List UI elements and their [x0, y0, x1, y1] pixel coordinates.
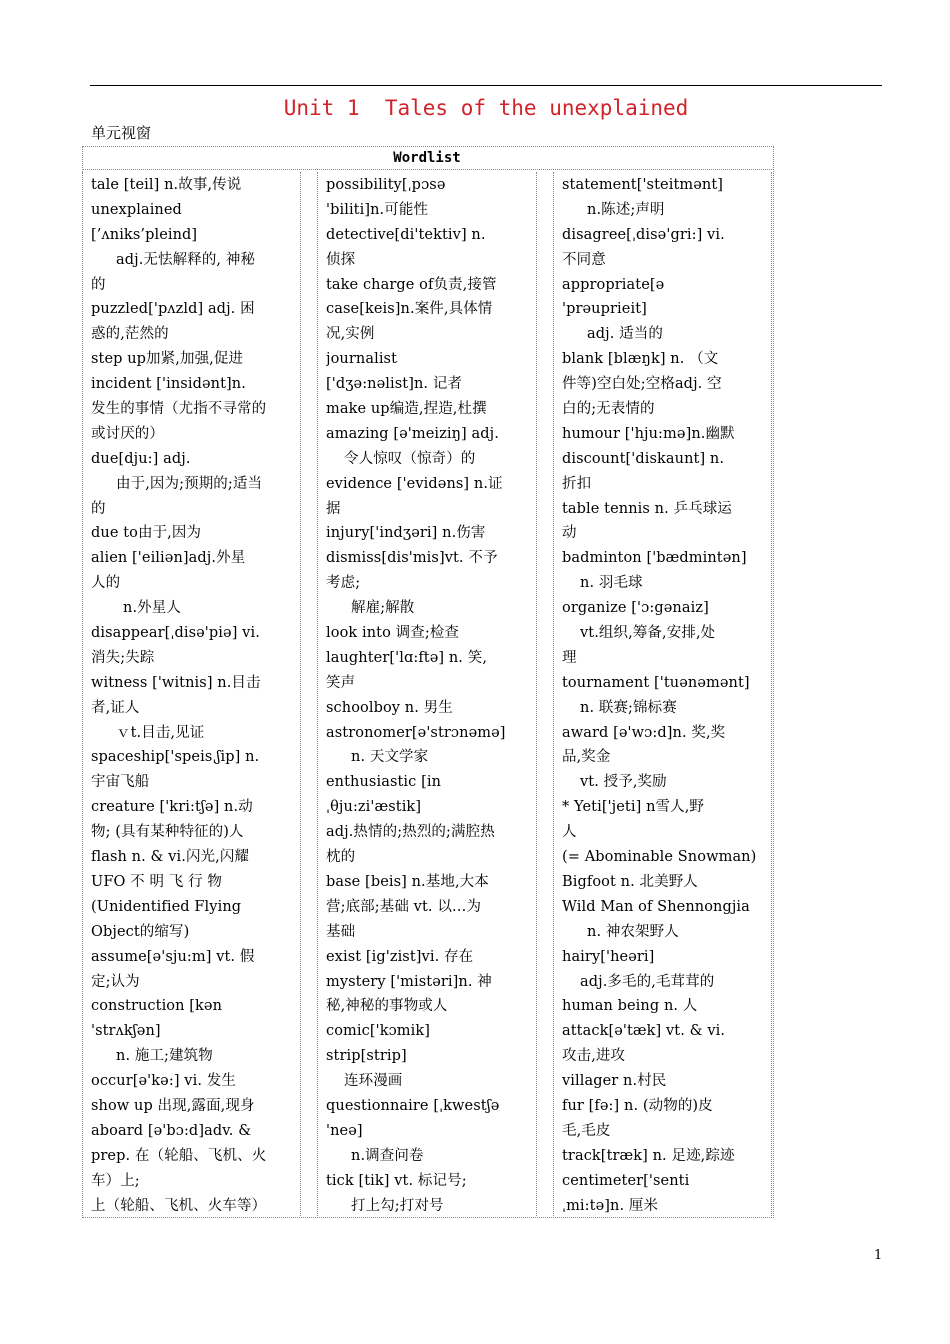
wordlist-line: journalist: [326, 351, 398, 368]
wordlist-line: laughter['lɑ:ftə] n. 笑,: [326, 649, 488, 666]
wordlist-line: 品,奖金: [562, 749, 611, 766]
wordlist-line: 枕的: [326, 849, 356, 866]
wordlist-line: 人的: [91, 575, 121, 592]
wordlist-line: 攻击,进攻: [562, 1048, 626, 1065]
wordlist-line: 不同意: [562, 251, 606, 268]
wordlist-line: 'neə]: [326, 1122, 363, 1139]
wordlist-line: Object的缩写): [91, 923, 190, 940]
wordlist-line: ['dʒə:nəlist]n. 记者: [326, 376, 463, 393]
wordlist-line: centimeter['senti: [562, 1172, 690, 1189]
wordlist-line: 消失;失踪: [91, 649, 155, 666]
wordlist-line: attack[ə'tæk] vt. & vi.: [562, 1023, 726, 1040]
wordlist-line: case[keis]n.案件,具体情: [326, 301, 493, 318]
wordlist-line: award [ə'wɔ:d]n. 奖,奖: [562, 724, 726, 741]
wordlist-line: questionnaire [ˌkwestʃə: [326, 1097, 500, 1114]
wordlist-line: 发生的事情（尤指不寻常的: [91, 401, 267, 418]
wordlist-line: amazing [ə'meiziŋ] adj.: [326, 425, 499, 442]
wordlist-line: construction [kən: [91, 998, 223, 1015]
top-rule: [90, 85, 882, 86]
wordlist-line: Bigfoot n. 北美野人: [562, 873, 698, 890]
wordlist-line: due[dju:] adj.: [91, 450, 191, 467]
wordlist-line: 'biliti]n.可能性: [326, 201, 429, 218]
wordlist-line: 白的;无表情的: [562, 401, 655, 418]
wordlist-line: ｖt.目击,见证: [116, 724, 205, 741]
wordlist-line: blank [blæŋk] n. （文: [562, 351, 719, 368]
wordlist-line: possibility[ˌpɔsə: [326, 177, 446, 193]
wordlist-line: 车）上;: [91, 1172, 140, 1189]
wordlist-column-3: [553, 172, 772, 1216]
wordlist-line: n. 天文学家: [351, 749, 429, 766]
wordlist-line: Wild Man of Shennongjia: [562, 898, 750, 915]
wordlist-line: tale [teil] n.故事,传说: [91, 177, 242, 193]
wordlist-line: adj.热情的;热烈的;满腔热: [326, 824, 495, 841]
wordlist-line: flash n. & vi.闪光,闪耀: [91, 849, 250, 866]
wordlist-column-1: [82, 172, 301, 1216]
wordlist-line: 基础: [326, 923, 356, 940]
wordlist-line: astronomer[ə'strɔnəmə]: [326, 724, 506, 741]
wordlist-line: 考虑;: [326, 575, 361, 592]
wordlist-line: 毛,毛皮: [562, 1122, 611, 1139]
wordlist-line: assume[ə'sju:m] vt. 假: [91, 948, 255, 965]
wordlist-line: 笑声: [326, 674, 356, 691]
wordlist-line: 或讨厌的）: [91, 425, 164, 442]
wordlist-line: schoolboy n. 男生: [326, 699, 453, 716]
wordlist-line: ˌθju:zi'æstik]: [326, 799, 422, 816]
wordlist-line: dismiss[dis'mis]vt. 不予: [326, 550, 498, 567]
wordlist-line: 解雇;解散: [351, 600, 415, 617]
wordlist-line: 连环漫画: [344, 1073, 403, 1090]
wordlist-line: 秘,神秘的事物或人: [326, 998, 448, 1015]
wordlist-line: alien ['eiliən]adj.外星: [91, 550, 246, 567]
wordlist-line: fur [fə:] n. (动物的)皮: [562, 1097, 713, 1114]
wordlist-line: badminton ['bædmintən]: [562, 550, 747, 567]
wordlist-line: 的: [91, 500, 106, 517]
wordlist-line: 营;底部;基础 vt. 以…为: [326, 898, 482, 915]
wordlist-line: n. 联赛;锦标赛: [580, 699, 677, 716]
wordlist-line: n. 羽毛球: [580, 575, 643, 592]
wordlist-line: base [beis] n.基地,大本: [326, 873, 489, 890]
page-number: 1: [874, 1248, 883, 1263]
wordlist-line: comic['kɔmik]: [326, 1023, 431, 1040]
wordlist-line: n.陈述;声明: [587, 201, 665, 218]
wordlist-line: evidence ['evidəns] n.证: [326, 475, 503, 492]
wordlist-line: 动: [562, 525, 577, 542]
wordlist-line: step up加紧,加强,促进: [91, 351, 244, 368]
wordlist-line: discount['diskaunt] n.: [562, 450, 725, 467]
wordlist-line: strip[strip]: [326, 1048, 407, 1065]
wordlist-line: 由于,因为;预期的;适当: [116, 475, 263, 492]
wordlist-line: n. 神农架野人: [587, 923, 679, 940]
wordlist-line: n. 施工;建筑物: [116, 1048, 213, 1065]
wordlist-line: creature ['kri:tʃə] n.动: [91, 799, 253, 816]
wordlist-line: 上（轮船、飞机、火车等）: [91, 1197, 267, 1214]
wordlist-line: disagree[ˌdisə'gri:] vi.: [562, 226, 725, 243]
wordlist-line: 人: [562, 824, 577, 841]
wordlist-line: n.调查问卷: [351, 1147, 424, 1164]
wordlist-line: 折扣: [562, 475, 592, 492]
wordlist-line: detective[di'tektiv] n.: [326, 226, 486, 243]
wordlist-line: due to由于,因为: [91, 525, 202, 542]
wordlist-line: human being n. 人: [562, 998, 698, 1015]
wordlist-line: witness ['witnis] n.目击: [91, 674, 261, 691]
wordlist-line: vt.组织,筹备,安排,处: [580, 625, 716, 642]
wordlist-line: 理: [562, 649, 577, 666]
wordlist-line: 宇宙飞船: [91, 774, 150, 791]
wordlist-line: take charge of负责,接管: [326, 276, 497, 293]
wordlist-line: exist [ig'zist]vi. 存在: [326, 948, 474, 965]
wordlist-line: 打上勾;打对号: [351, 1197, 444, 1214]
wordlist-line: * Yeti['jeti] n雪人,野: [562, 799, 705, 816]
wordlist-line: tick [tik] vt. 标记号;: [326, 1172, 467, 1189]
wordlist-line: puzzled['pʌzld] adj. 困: [91, 301, 255, 318]
wordlist-line: hairy['heəri]: [562, 948, 655, 965]
wordlist-line: unexplained: [91, 201, 182, 218]
wordlist-line: table tennis n. 乒乓球运: [562, 500, 732, 517]
wordlist-line: look into 调查;检查: [326, 625, 460, 642]
wordlist-line: organize ['ɔ:gənaiz]: [562, 600, 709, 617]
wordlist-line: disappear[ˌdisə'piə] vi.: [91, 625, 260, 642]
wordlist-line: 者,证人: [91, 699, 140, 716]
wordlist-line: 'strʌkʃən]: [91, 1023, 161, 1040]
wordlist-line: 况,实例: [326, 326, 375, 343]
wordlist-line: track[træk] n. 足迹,踪迹: [562, 1147, 735, 1164]
wordlist-line: tournament ['tuənəmənt]: [562, 674, 750, 691]
wordlist-line: n.外星人: [123, 600, 181, 617]
page-title: Unit 1 Tales of the unexplained: [283, 96, 689, 120]
wordlist-line: UFO 不 明 飞 行 物: [91, 873, 223, 890]
wordlist-line: adj.多毛的,毛茸茸的: [580, 973, 715, 990]
wordlist-line: incident ['insidənt]n.: [91, 376, 246, 393]
wordlist-line: 侦探: [326, 251, 356, 268]
wordlist-line: (= Abominable Snowman): [562, 849, 757, 866]
wordlist-line: [’ʌniks’pleind]: [91, 226, 198, 243]
wordlist-line: adj. 适当的: [587, 326, 663, 343]
wordlist-line: villager n.村民: [562, 1073, 667, 1090]
wordlist-line: aboard [ə'bɔ:d]adv. &: [91, 1122, 252, 1139]
wordlist-line: 令人惊叹（惊奇）的: [344, 450, 476, 467]
wordlist-line: (Unidentified Flying: [91, 898, 242, 915]
wordlist-line: 物; (具有某种特征的)人: [91, 824, 244, 841]
wordlist-line: injury['indʒəri] n.伤害: [326, 525, 486, 542]
wordlist-line: statement['steitmənt]: [562, 177, 724, 193]
wordlist-line: mystery ['mistəri]n. 神: [326, 973, 492, 990]
wordlist-line: adj.无怯解释的, 神秘: [116, 251, 256, 268]
wordlist-line: make up编造,捏造,杜撰: [326, 401, 487, 418]
wordlist-line: 惑的,茫然的: [91, 326, 169, 343]
wordlist-line: humour ['hju:mə]n.幽默: [562, 425, 735, 442]
wordlist-line: 定;认为: [91, 973, 140, 990]
wordlist-line: ˌmi:tə]n. 厘米: [562, 1197, 659, 1214]
wordlist-line: 的: [91, 276, 106, 293]
wordlist-line: show up 出现,露面,现身: [91, 1097, 255, 1114]
wordlist-line: prep. 在（轮船、飞机、火: [91, 1147, 267, 1164]
wordlist-line: 件等)空白处;空格adj. 空: [562, 376, 722, 393]
wordlist-column-2: [317, 172, 537, 1216]
wordlist-line: appropriate[ə: [562, 276, 665, 293]
wordlist-line: occur[ə'kə:] vi. 发生: [91, 1073, 236, 1090]
wordlist-line: 据: [326, 500, 341, 517]
wordlist-line: vt. 授予,奖励: [580, 774, 667, 791]
section-subtitle: 单元视窗: [91, 124, 152, 142]
wordlist-line: 'prəuprieit]: [562, 301, 647, 318]
wordlist-header: Wordlist: [82, 146, 772, 170]
wordlist-line: spaceship['speisˌʃip] n.: [91, 749, 260, 766]
wordlist-line: enthusiastic [in: [326, 774, 442, 791]
